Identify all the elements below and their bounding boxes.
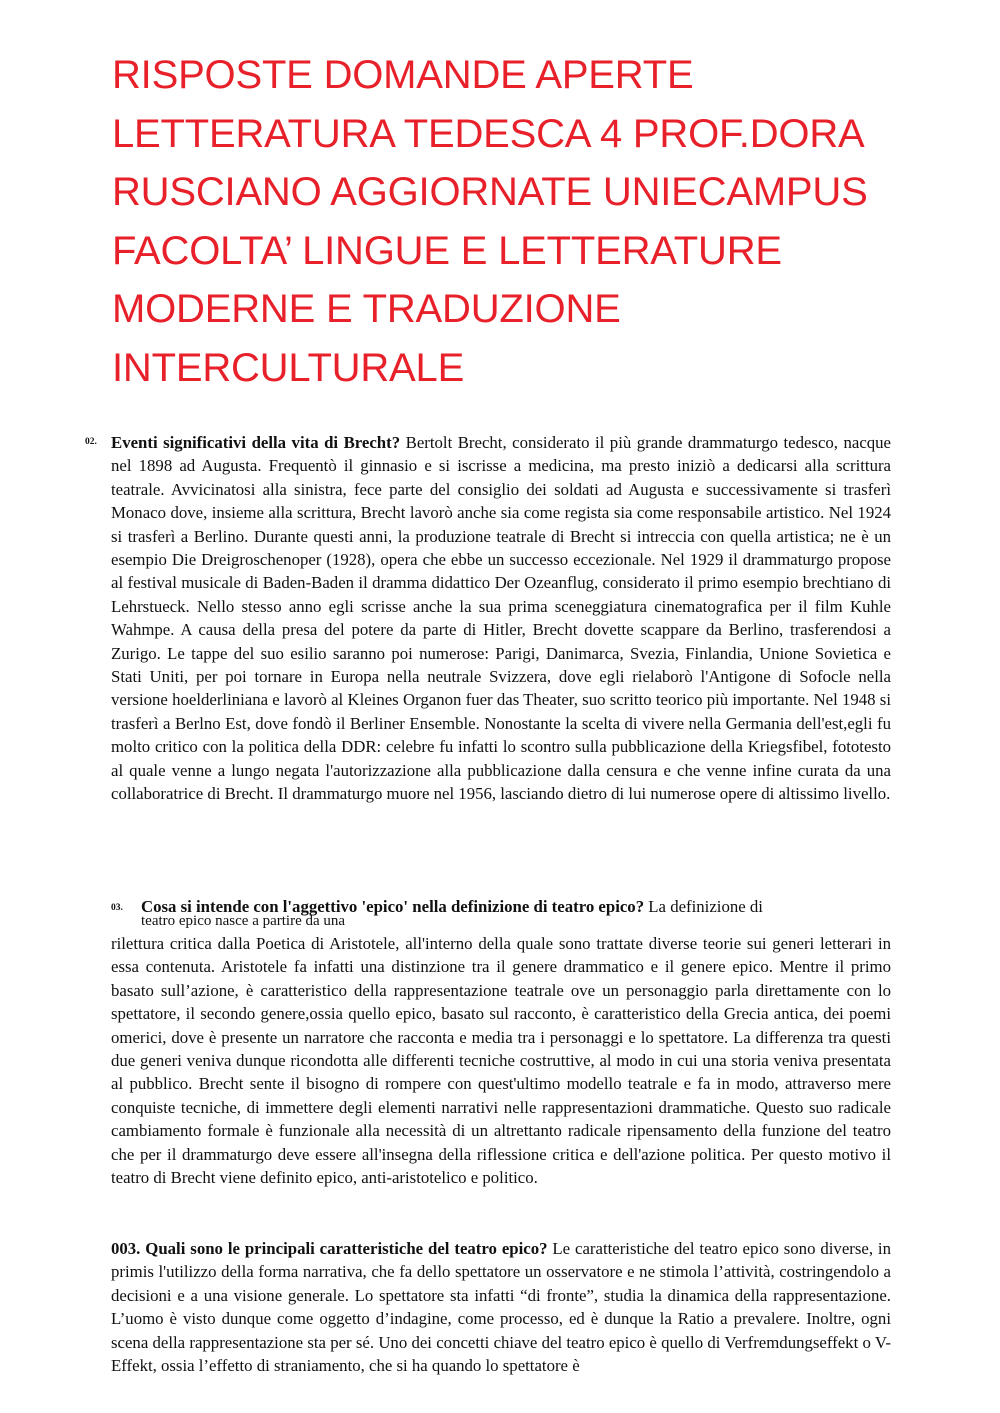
question-number: 03.	[111, 903, 123, 913]
answer-text: Bertolt Brecht, considerato il più grande drammaturgo tedesco, nacque nel 1898 ad Augusta. Frequentò il ginnasio e si iscrisse a medicina, ma presto iniziò a dedicarsi alla scrittura teatrale. Avvicinatosi alla sinistra, fece parte del consiglio dei soldati ad Augusta e successivamente si trasferì Monaco dove, insieme alla scrittura, Brecht lavorò anche sia come regista sia come responsabile artistico. Nel 1924 si trasferì a Berlino. Durante questi anni, la produzione teatrale di Brecht si intreccia con quella artistica; ne è un esempio Die Dreigroschenoper (1928), opera che ebbe un successo eccezionale. Nel 1929 il drammaturgo propose al festival musicale di Baden-Baden il dramma didattico Der Ozeanflug, considerato il primo esempio brechtiano di Lehrstueck. Nello stesso anno egli scrisse anche la sua prima sceneggiatura cinematografica per il film Kuhle Wahmpe. A causa della presa del potere da parte di Hitler, Brecht dovette scappare da Berlino, trasferendosi a Zurigo. Le tappe del suo esilio saranno poi numerose: Parigi, Danimarca, Svezia, Finlandia, Unione Sovietica e Stati Uniti, per poi tornare in Europa nella neutrale Svizzera, dove egli rielaborò l'Antigone di Sofocle nella versione hoelderliniana e lavorò al Kleines Organon fuer das Theater, suo scritto teorico più importante. Nel 1948 si trasferì a Berlno Est, dove fondò il Berliner Ensemble. Nonostante la scelta di vivere nella Germania dell'est,egli fu molto critico con la politica della DDR: celebre fu infatti lo scontro sulla pubblicazione della Kriegsfibel, fototesto al quale venne a lungo negata l'autorizzazione alla pubblicazione dalla censura e che venne infine curata da una collaboratrice di Brecht. Il drammaturgo muore nel 1956, lasciando dietro di lui numerose opere di altissimo livello.	[111, 433, 891, 804]
answer-text: Le caratteristiche del teatro epico sono diverse, in primis l'utilizzo della forma narrativa, che fa dello spettatore un osservatore e ne stimola l’attività, costringendolo a decisioni e a una visione generale. Lo spettatore sta infatti “di fronte”, studia la dinamica della rappresentazione. L’uomo è visto dunque come oggetto d’indagine, come processo, ed è dunque la Ratio a prevalere. Inoltre, ogni scena della rappresentazione sta per sé. Uno dei concetti chiave del teatro epico è quello di Verfremdungseffekt o V-Effekt, ossia l’effetto di straniamento, che si ha quando lo spettatore è	[111, 1239, 891, 1376]
question-text: Quali sono le principali caratteristiche del teatro epico?	[145, 1239, 548, 1258]
question-number: 02.	[85, 437, 97, 447]
answer-lead-continuation: teatro epico nasce a partire da una	[141, 913, 346, 929]
answer-lead-text: La definizione di	[648, 897, 763, 916]
question-block	[111, 431, 891, 806]
document-title: RISPOSTE DOMANDE APERTE LETTERATURA TEDESCA 4 PROF.DORA RUSCIANO AGGIORNATE UNIECAMPUS FACOLTA’ LINGUE E LETTERATURE MODERNE E TRADUZIONE INTERCULTURALE	[112, 53, 868, 390]
question-text: Eventi significativi della vita di Brecht?	[111, 433, 401, 452]
question-number: 003.	[111, 1239, 141, 1258]
question-text: Cosa si intende con l'aggettivo 'epico' nella definizione di teatro epico?	[141, 897, 645, 916]
answer-text: rilettura critica dalla Poetica di Aristotele, all'interno della quale sono trattate diverse teorie sui generi letterari in essa contenuta. Aristotele fa infatti una distinzione tra il genere drammatico e il genere epico. Mentre il primo basato sull’azione, è caratteristico della rappresentazione teatrale ove un personaggio parla direttamente con lo spettatore, il secondo genere,ossia quello epico, basato sul racconto, è caratteristico della Grecia antica, dei poemi omerici, dove è presente un narratore che racconta e media tra i personaggi e lo spettatore. La differenza tra questi due generi veniva dunque ricondotta alle differenti tecniche costruttive, al modo in cui una storia veniva presentata al pubblico. Brecht sente il bisogno di rompere con quest'ultimo modello teatrale e fa in modo, attraverso mere conquiste tecniche, di immettere degli elementi narrativi nelle rappresentazioni drammatiche. Questo suo radicale cambiamento formale è funzionale alla necessità di un altrettanto radicale ripensamento della funzione del teatro che per il drammaturgo deve essere all'insegna della riflessione critica e dell'azione politica. Per questo motivo il teatro di Brecht viene definito epico, anti-aristotelico e politico.	[111, 934, 891, 1188]
question-block	[111, 1237, 891, 1377]
